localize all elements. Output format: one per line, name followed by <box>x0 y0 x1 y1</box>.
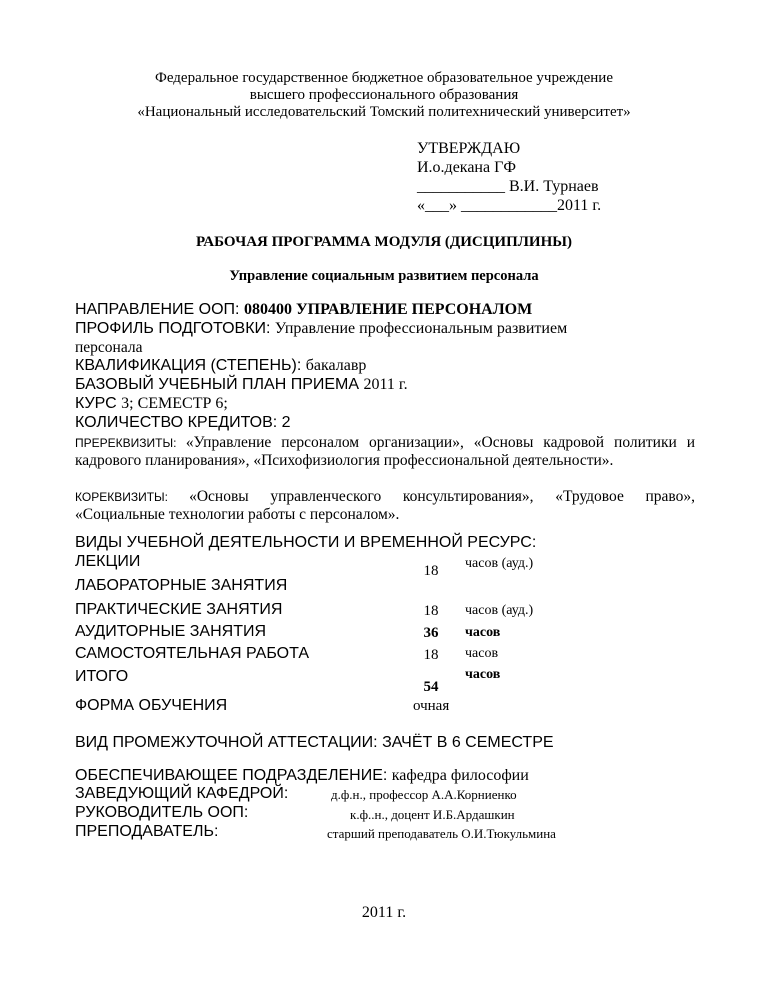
prerequisites-paragraph <box>75 434 695 470</box>
classroom-label: АУДИТОРНЫЕ ЗАНЯТИЯ <box>75 623 267 640</box>
institution-line-1: Федеральное государственное бюджетное образовательное учреждение <box>154 70 613 86</box>
activities-heading: ВИДЫ УЧЕБНОЙ ДЕЯТЕЛЬНОСТИ И ВРЕМЕННОЙ РЕСУРС: <box>75 534 537 551</box>
program-head-label: РУКОВОДИТЕЛЬ ООП: <box>75 804 249 821</box>
selfstudy-label: САМОСТОЯТЕЛЬНАЯ РАБОТА <box>75 645 309 662</box>
footer-year: 2011 г. <box>361 904 407 921</box>
total-hours: 54 <box>423 679 439 695</box>
base-plan-line <box>75 376 408 394</box>
profile-value: Управление профессиональным развитием <box>274 320 568 337</box>
lectures-unit: часов (ауд.) <box>465 556 534 571</box>
head-of-department-value: д.ф.н., профессор А.А.Корниенко <box>331 787 517 802</box>
approval-signature: ___________ В.И. Турнаев <box>417 178 599 195</box>
approval-date: «___» ____________2011 г. <box>417 197 602 214</box>
direction-label: НАПРАВЛЕНИЕ ООП: <box>75 301 244 318</box>
corequisites-label: КОРЕКВИЗИТЫ: <box>75 490 190 504</box>
institution-line-3: «Национальный исследовательский Томский политехнический университет» <box>137 104 631 120</box>
lectures-hours: 18 <box>423 563 439 579</box>
practicals-label: ПРАКТИЧЕСКИЕ ЗАНЯТИЯ <box>75 601 283 618</box>
corequisites-paragraph <box>75 488 695 524</box>
department-label: ОБЕСПЕЧИВАЮЩЕЕ ПОДРАЗДЕЛЕНИЕ: <box>75 767 392 784</box>
labs-label: ЛАБОРАТОРНЫЕ ЗАНЯТИЯ <box>75 577 288 594</box>
classroom-unit: часов <box>465 625 501 640</box>
credits-value: 2 <box>281 414 291 431</box>
direction-line <box>75 301 532 319</box>
discipline-name: Управление социальным развитием персонала <box>229 268 539 284</box>
profile-line <box>75 320 567 338</box>
prerequisites-label: ПРЕРЕКВИЗИТЫ: <box>75 436 186 450</box>
classroom-hours: 36 <box>423 625 439 641</box>
approval-title: УТВЕРЖДАЮ <box>417 140 521 157</box>
institution-line-2: высшего профессионального образования <box>249 87 519 103</box>
course-line <box>75 395 228 413</box>
base-plan-label: БАЗОВЫЙ УЧЕБНЫЙ ПЛАН ПРИЕМА <box>75 376 364 393</box>
program-head-value: к.ф..н., доцент И.Б.Ардашкин <box>350 807 515 822</box>
qualification-line <box>75 357 366 375</box>
total-label: ИТОГО <box>75 668 129 685</box>
qualification-label: КВАЛИФИКАЦИЯ (СТЕПЕНЬ): <box>75 357 306 374</box>
total-unit: часов <box>465 667 501 682</box>
qualification-value: бакалавр <box>305 357 367 374</box>
selfstudy-hours: 18 <box>423 647 439 663</box>
credits-label: КОЛИЧЕСТВО КРЕДИТОВ: <box>75 414 282 431</box>
practicals-hours: 18 <box>423 603 439 619</box>
attestation-line: ВИД ПРОМЕЖУТОЧНОЙ АТТЕСТАЦИИ: ЗАЧЁТ В 6 СЕМЕСТРЕ <box>75 734 554 751</box>
profile-label: ПРОФИЛЬ ПОДГОТОВКИ: <box>75 320 275 337</box>
document-title: РАБОЧАЯ ПРОГРАММА МОДУЛЯ (ДИСЦИПЛИНЫ) <box>196 234 572 250</box>
study-form-label: ФОРМА ОБУЧЕНИЯ <box>75 697 228 714</box>
practicals-unit: часов (ауд.) <box>465 603 534 618</box>
profile-value-continued: персонала <box>75 339 143 356</box>
approval-position: И.о.декана ГФ <box>417 159 516 176</box>
course-value: 3; СЕМЕСТР 6; <box>121 395 228 412</box>
direction-value: 080400 УПРАВЛЕНИЕ ПЕРСОНАЛОМ <box>243 301 533 318</box>
lectures-label: ЛЕКЦИИ <box>75 553 141 570</box>
selfstudy-unit: часов <box>465 646 499 661</box>
course-label: КУРС <box>75 395 122 412</box>
base-plan-value: 2011 г. <box>363 376 408 393</box>
corequisites-value: «Основы управленческого консультирования», «Трудовое право», «Социальные технологии работы с персоналом». <box>75 488 696 523</box>
head-of-department-label: ЗАВЕДУЮЩИЙ КАФЕДРОЙ: <box>75 785 289 802</box>
teacher-value: старший преподаватель О.И.Тюкульмина <box>327 826 556 841</box>
teacher-label: ПРЕПОДАВАТЕЛЬ: <box>75 823 219 840</box>
credits-line <box>75 414 291 432</box>
prerequisites-value: «Управление персоналом организации», «Основы кадровой политики и кадрового планирования», «Психофизиология профессиональной деятельности». <box>75 434 695 469</box>
study-form-value: очная <box>413 698 450 714</box>
department-value: кафедра философии <box>391 767 529 784</box>
department-line <box>75 767 529 785</box>
